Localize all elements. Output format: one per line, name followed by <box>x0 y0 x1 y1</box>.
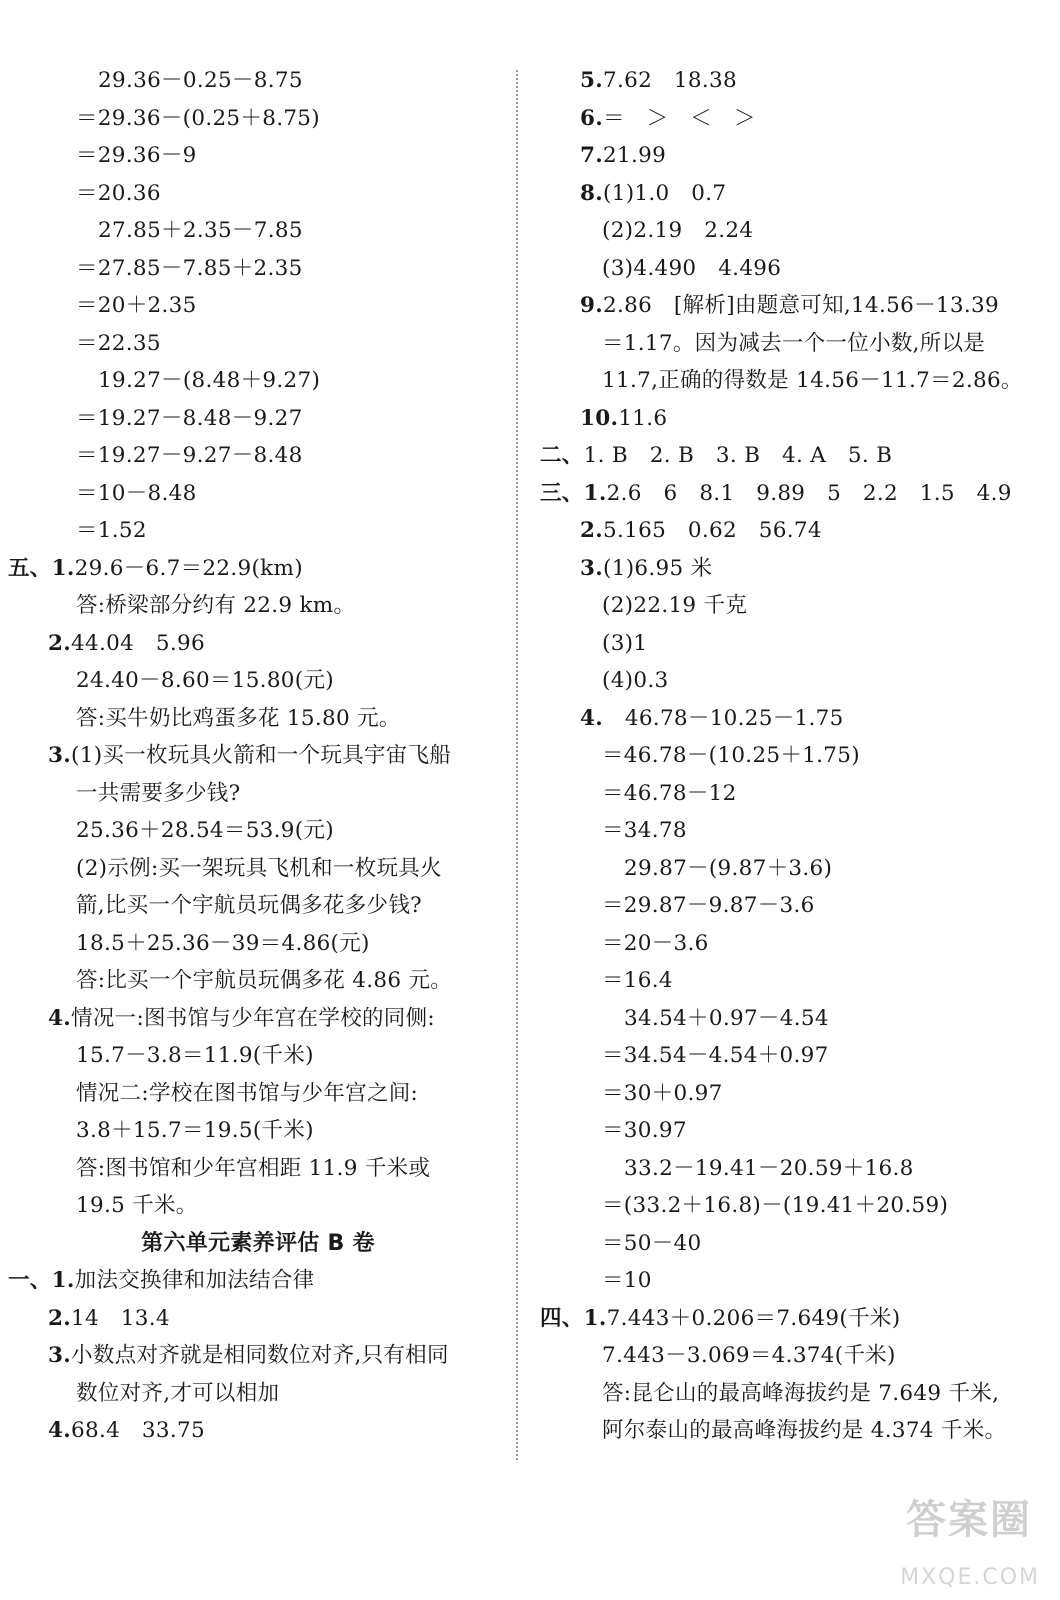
answer-text: 21.99 <box>603 143 667 168</box>
answer-text: 答:桥梁部分约有 22.9 km。 <box>76 593 356 618</box>
answer-line <box>8 550 508 588</box>
answer-text: 1. B 2. B 3. B 4. A 5. B <box>583 443 893 468</box>
answer-line <box>8 812 508 850</box>
answer-text: 7.443＋0.206＝7.649(千米) <box>606 1305 901 1331</box>
question-number: 2. <box>48 630 72 656</box>
answer-line <box>532 887 1052 925</box>
answer-line <box>8 475 508 513</box>
answer-text: ＝1.17。因为减去一个一位小数,所以是 <box>602 330 986 356</box>
answer-text: ＝34.78 <box>602 818 687 843</box>
answer-text: ＝20＋2.35 <box>76 293 197 318</box>
site-watermark <box>890 1484 1040 1594</box>
answer-text: 小数点对齐就是相同数位对齐,只有相同 <box>71 1343 449 1368</box>
question-number: 四、1. <box>540 1305 607 1331</box>
answer-line <box>8 325 508 363</box>
answer-text: 答:比买一个宇航员玩偶多花 4.86 元。 <box>76 968 453 993</box>
answer-text: 5.165 0.62 56.74 <box>603 518 822 543</box>
answer-text: ＝20－3.6 <box>602 930 709 956</box>
answer-line <box>532 1150 1052 1188</box>
answer-line <box>532 512 1052 550</box>
question-number: 10. <box>580 405 619 431</box>
answer-text: ＝19.27－9.27－8.48 <box>76 443 303 468</box>
answer-text: 24.40－8.60＝15.80(元) <box>76 668 334 693</box>
answer-text: 68.4 33.75 <box>71 1418 205 1443</box>
answer-text: 29.87－(9.87＋3.6) <box>624 855 833 881</box>
answer-text: ＝29.87－9.87－3.6 <box>602 893 815 918</box>
answer-line <box>8 287 508 325</box>
answer-line <box>8 1000 508 1038</box>
answer-text: 15.7－3.8＝11.9(千米) <box>76 1043 314 1068</box>
answer-line <box>532 1375 1052 1413</box>
answer-line <box>8 362 508 400</box>
answer-line <box>532 775 1052 813</box>
answer-text: 25.36＋28.54＝53.9(元) <box>76 818 334 843</box>
answer-text: ＝34.54－4.54＋0.97 <box>602 1043 829 1068</box>
answer-text: (2)2.19 2.24 <box>602 218 754 243</box>
answer-text: 一共需要多少钱? <box>76 780 241 806</box>
answer-line <box>8 1262 508 1300</box>
answer-line <box>8 1150 508 1188</box>
answer-line <box>532 175 1052 213</box>
answer-line <box>8 437 508 475</box>
answer-line <box>532 1112 1052 1150</box>
answer-line <box>532 1225 1052 1263</box>
answer-line <box>532 1075 1052 1113</box>
section-title <box>8 1225 508 1263</box>
answer-line <box>8 1375 508 1413</box>
question-number: 7. <box>580 143 604 168</box>
answer-line <box>8 662 508 700</box>
answer-line <box>8 1337 508 1375</box>
answer-line <box>532 1300 1052 1338</box>
answer-text: (1)买一枚玩具火箭和一个玩具宇宙飞船 <box>71 743 452 768</box>
answer-text: 11.6 <box>618 405 668 431</box>
answer-text: 7.62 18.38 <box>603 68 737 93</box>
question-number: 4. <box>48 1418 72 1443</box>
answer-line <box>8 962 508 1000</box>
question-number: 3. <box>580 555 604 581</box>
answer-text: ＝50－40 <box>602 1230 702 1256</box>
question-number: 5. <box>580 68 604 93</box>
answer-text: ＝30＋0.97 <box>602 1080 723 1106</box>
answer-line <box>532 1412 1052 1450</box>
answer-text: ＝30.97 <box>602 1118 687 1143</box>
question-number: 8. <box>580 180 604 206</box>
answer-line <box>8 1187 508 1225</box>
answer-text: 11.7,正确的得数是 14.56－11.7＝2.86。 <box>602 368 1023 393</box>
answer-text: ＝29.36－9 <box>76 143 197 168</box>
answer-text: 2.6 6 8.1 9.89 5 2.2 1.5 4.9 <box>606 480 1012 506</box>
question-number: 9. <box>580 293 604 318</box>
answer-line <box>8 850 508 888</box>
watermark-logo: 答案圈 <box>906 1497 1032 1543</box>
answer-text: (3)1 <box>602 630 648 656</box>
question-number: 二、 <box>540 443 584 468</box>
answer-line <box>532 625 1052 663</box>
right-answer-column <box>532 62 1052 1450</box>
answer-text: 46.78－10.25－1.75 <box>603 705 844 731</box>
answer-line <box>8 400 508 438</box>
answer-text: (3)4.490 4.496 <box>602 255 782 281</box>
answer-text: 27.85＋2.35－7.85 <box>98 218 303 243</box>
question-number: 五、1. <box>8 555 75 581</box>
answer-line <box>532 850 1052 888</box>
answer-line <box>8 625 508 663</box>
answer-text: ＝20.36 <box>76 180 161 206</box>
answer-text: ＝10－8.48 <box>76 480 197 506</box>
answer-line <box>532 1187 1052 1225</box>
answer-text: 阿尔泰山的最高峰海拔约是 4.374 千米。 <box>602 1418 1007 1443</box>
answer-text: 29.36－0.25－8.75 <box>98 68 303 93</box>
answer-text: ＝16.4 <box>602 968 673 993</box>
answer-text: 答:图书馆和少年宫相距 11.9 千米或 <box>76 1155 431 1181</box>
answer-text: 答:买牛奶比鸡蛋多花 15.80 元。 <box>76 705 401 731</box>
answer-line <box>8 1037 508 1075</box>
watermark-site: MXQE.COM <box>900 1565 1040 1590</box>
answer-text: 2.86 [解析]由题意可知,14.56－13.39 <box>603 293 999 318</box>
answer-line <box>8 887 508 925</box>
answer-line <box>532 1262 1052 1300</box>
answer-text: ＝46.78－12 <box>602 780 737 806</box>
answer-line <box>8 212 508 250</box>
answer-text: 14 13.4 <box>71 1305 170 1331</box>
answer-line <box>8 925 508 963</box>
answer-line <box>532 925 1052 963</box>
answer-line <box>532 700 1052 738</box>
answer-text: ＝(33.2＋16.8)－(19.41＋20.59) <box>602 1193 949 1218</box>
answer-line <box>8 737 508 775</box>
question-number: 3. <box>48 1343 72 1368</box>
answer-line <box>532 1337 1052 1375</box>
answer-line <box>8 775 508 813</box>
answer-line <box>532 100 1052 138</box>
answer-text: ＝1.52 <box>76 518 147 543</box>
question-number: 3. <box>48 743 72 768</box>
answer-line <box>8 62 508 100</box>
answer-text: (2)示例:买一架玩具飞机和一枚玩具火 <box>76 855 442 881</box>
answer-text: 44.04 5.96 <box>71 630 205 656</box>
answer-line <box>532 812 1052 850</box>
answer-text: (2)22.19 千克 <box>602 593 748 618</box>
answer-text: 33.2－19.41－20.59＋16.8 <box>624 1155 914 1181</box>
answer-line <box>8 512 508 550</box>
answer-text: 情况一:图书馆与少年宫在学校的同侧: <box>71 1005 435 1031</box>
answer-line <box>532 287 1052 325</box>
question-number: 2. <box>580 518 604 543</box>
answer-line <box>532 550 1052 588</box>
answer-text: (1)6.95 米 <box>603 555 713 581</box>
answer-line <box>532 137 1052 175</box>
answer-text: 加法交换律和加法结合律 <box>74 1268 315 1293</box>
left-answer-column <box>8 62 508 1450</box>
answer-text: ＝19.27－8.48－9.27 <box>76 405 303 431</box>
answer-line <box>532 325 1052 363</box>
answer-line <box>532 62 1052 100</box>
answer-line <box>532 475 1052 513</box>
answer-line <box>532 962 1052 1000</box>
answer-line <box>8 700 508 738</box>
question-number: 2. <box>48 1305 72 1331</box>
answer-line <box>8 1412 508 1450</box>
answer-line <box>532 662 1052 700</box>
answer-text: ＝ ＞ ＜ ＞ <box>603 105 756 131</box>
answer-line <box>532 437 1052 475</box>
answer-line <box>8 1075 508 1113</box>
answer-line <box>532 1037 1052 1075</box>
answer-text: 答:昆仑山的最高峰海拔约是 7.649 千米, <box>602 1380 1000 1406</box>
answer-text: 18.5＋25.36－39＝4.86(元) <box>76 930 370 956</box>
question-number: 一、1. <box>8 1268 75 1293</box>
answer-text: 7.443－3.069＝4.374(千米) <box>602 1343 896 1368</box>
answer-line <box>8 175 508 213</box>
answer-line <box>8 137 508 175</box>
answer-line <box>532 362 1052 400</box>
answer-text: 情况二:学校在图书馆与少年宫之间: <box>76 1080 419 1106</box>
answer-text: 19.27－(8.48＋9.27) <box>98 368 321 393</box>
answer-line <box>532 250 1052 288</box>
question-number: 三、1. <box>540 480 607 506</box>
answer-line <box>532 400 1052 438</box>
answer-text: ＝27.85－7.85＋2.35 <box>76 255 303 281</box>
answer-text: 19.5 千米。 <box>76 1193 198 1218</box>
answer-text: 3.8＋15.7＝19.5(千米) <box>76 1118 314 1143</box>
answer-line <box>8 1300 508 1338</box>
column-divider <box>516 70 518 1460</box>
answer-line <box>532 212 1052 250</box>
answer-text: 29.6－6.7＝22.9(km) <box>74 555 303 581</box>
answer-text: 34.54＋0.97－4.54 <box>624 1005 829 1031</box>
question-number: 4. <box>580 705 604 731</box>
answer-text: 第六单元素养评估 B 卷 <box>141 1230 375 1256</box>
answer-line <box>8 250 508 288</box>
question-number: 6. <box>580 105 604 131</box>
answer-line <box>8 1112 508 1150</box>
answer-text: 箭,比买一个宇航员玩偶多花多少钱? <box>76 893 422 918</box>
answer-text: ＝46.78－(10.25＋1.75) <box>602 743 860 768</box>
answer-text: (4)0.3 <box>602 668 669 693</box>
answer-line <box>532 1000 1052 1038</box>
answer-line <box>8 587 508 625</box>
answer-text: (1)1.0 0.7 <box>603 180 727 206</box>
answer-line <box>8 100 508 138</box>
question-number: 4. <box>48 1005 72 1031</box>
answer-text: 数位对齐,才可以相加 <box>76 1380 280 1406</box>
answer-text: ＝22.35 <box>76 330 161 356</box>
answer-line <box>532 737 1052 775</box>
answer-text: ＝29.36－(0.25＋8.75) <box>76 105 320 131</box>
answer-line <box>532 587 1052 625</box>
answer-text: ＝10 <box>602 1268 652 1293</box>
